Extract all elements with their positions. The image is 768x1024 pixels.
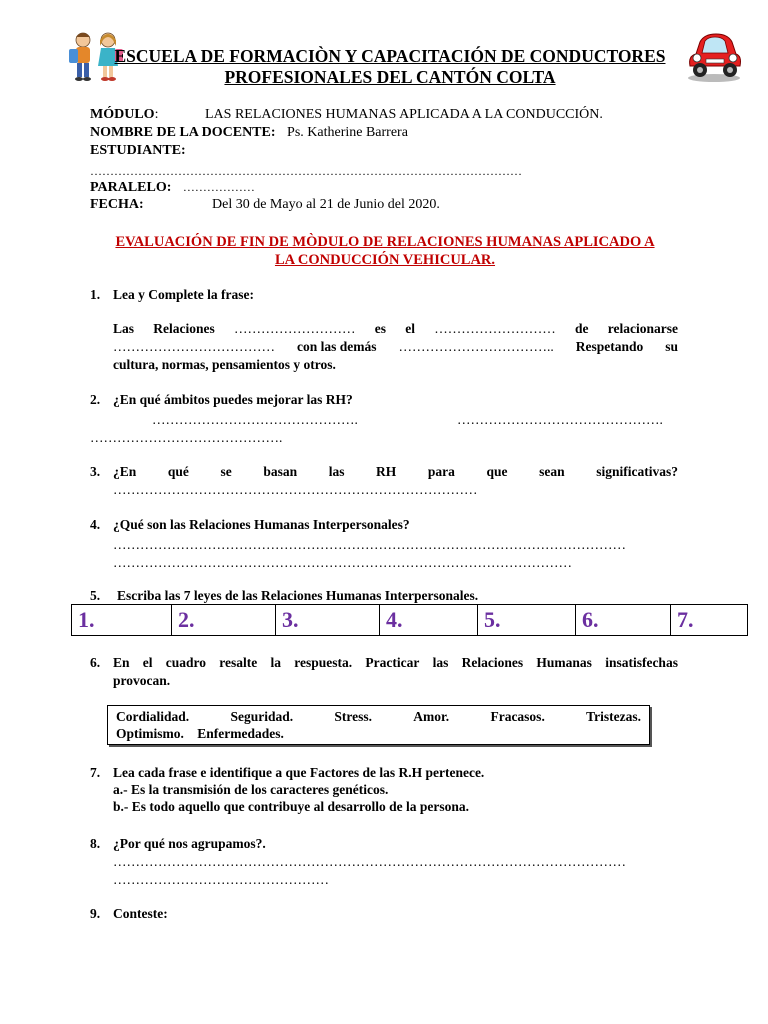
option-item[interactable]: Cordialidad. xyxy=(116,709,190,724)
word: la xyxy=(270,655,282,670)
word: cuadro xyxy=(165,655,207,670)
school-title-line1: ESCUELA DE FORMACIÒN Y CAPACITACIÓN DE CONDUCTORES xyxy=(114,46,666,66)
options-row-2 xyxy=(116,725,641,742)
question-8-prompt: ¿Por qué nos agrupamos?. xyxy=(113,836,266,851)
answer-blank[interactable]: …………………………………………………………………………………………………… xyxy=(113,854,626,869)
word: insatisfechas xyxy=(605,655,678,670)
estudiante-field[interactable]: ……………………………………………………………………………………………… xyxy=(90,164,522,178)
law-cell[interactable]: 3. xyxy=(276,605,380,636)
question-6-prompt-line1 xyxy=(113,654,678,672)
option-item[interactable]: Seguridad. xyxy=(230,709,294,724)
question-1-line1 xyxy=(113,320,678,338)
options-row-1 xyxy=(116,708,641,725)
word: el xyxy=(405,321,416,336)
word: relacionarse xyxy=(607,321,678,336)
question-5-prompt: Escriba las 7 leyes de las Relaciones Humanas Interpersonales. xyxy=(117,588,479,603)
word: Relaciones xyxy=(461,655,524,670)
question-number: 7. xyxy=(90,765,101,780)
fecha-value: Del 30 de Mayo al 21 de Junio del 2020. xyxy=(212,197,440,212)
question-6 xyxy=(0,654,768,694)
option-item[interactable]: Enfermedades. xyxy=(197,726,284,741)
word: el xyxy=(142,655,153,670)
law-cell[interactable]: 1. xyxy=(72,605,172,636)
question-number: 1. xyxy=(90,287,101,302)
answer-blank[interactable]: ……………………………………………………………………… xyxy=(113,482,478,497)
answer-blank[interactable]: ………………………………………………………………………………………… xyxy=(113,555,572,570)
law-cell[interactable]: 6. xyxy=(576,605,671,636)
question-9-prompt: Conteste: xyxy=(113,906,168,921)
word: se xyxy=(220,464,232,479)
answer-blank[interactable]: ……………………………………. xyxy=(90,430,283,445)
red-car-clipart xyxy=(684,28,744,84)
question-1-prompt: Lea y Complete la frase: xyxy=(113,287,254,302)
question-9 xyxy=(0,905,768,923)
word: con las demás xyxy=(296,339,377,354)
question-7 xyxy=(0,764,768,820)
fecha-label: FECHA: xyxy=(90,197,144,212)
options-box xyxy=(107,705,650,745)
option-item[interactable]: Amor. xyxy=(413,709,450,724)
evaluation-title-line1: EVALUACIÓN DE FIN DE MÒDULO DE RELACIONES HUMANAS APLICADO A xyxy=(115,234,655,250)
question-number: 2. xyxy=(90,392,101,407)
modulo-label: MÓDULO xyxy=(90,107,155,122)
school-title-line2: PROFESIONALES DEL CANTÓN COLTA xyxy=(224,67,556,87)
question-8 xyxy=(0,835,768,891)
estudiante-label: ESTUDIANTE: xyxy=(90,143,186,158)
question-2 xyxy=(0,391,768,445)
modulo-colon: : xyxy=(154,107,159,122)
student-boy-icon xyxy=(69,33,91,81)
blank-field[interactable]: …………………………….. xyxy=(398,339,554,354)
modulo-row xyxy=(90,106,680,124)
word: Las xyxy=(113,321,135,336)
school-title xyxy=(100,46,680,88)
paralelo-field[interactable]: ……………… xyxy=(182,180,255,194)
question-number: 3. xyxy=(90,464,101,479)
option-item[interactable]: Stress. xyxy=(334,709,373,724)
law-cell[interactable]: 7. xyxy=(671,605,748,636)
word: RH xyxy=(376,464,397,479)
word: En xyxy=(113,655,130,670)
law-cell[interactable]: 4. xyxy=(380,605,478,636)
word: basan xyxy=(263,464,298,479)
blank-field[interactable]: ……………………………… xyxy=(113,339,275,354)
question-5 xyxy=(0,587,768,605)
word: qué xyxy=(167,464,189,479)
question-4-prompt: ¿Qué son las Relaciones Humanas Interpersonales? xyxy=(113,517,410,532)
word: las xyxy=(432,655,449,670)
question-1-line3: cultura, normas, pensamientos y otros. xyxy=(113,357,336,372)
paralelo-label: PARALELO: xyxy=(90,180,172,195)
question-number: 8. xyxy=(90,836,101,851)
question-3 xyxy=(0,463,768,503)
word: de xyxy=(575,321,589,336)
question-1 xyxy=(0,286,768,376)
word: respuesta. xyxy=(294,655,353,670)
question-number: 9. xyxy=(90,906,101,921)
paralelo-row xyxy=(90,178,255,197)
word: ¿En xyxy=(113,464,137,479)
answer-blank[interactable]: …………………………………………………………………………………………………… xyxy=(113,537,626,552)
docente-label: NOMBRE DE LA DOCENTE: xyxy=(90,125,276,140)
word: las xyxy=(328,464,345,479)
blank-field[interactable]: ……………………… xyxy=(434,321,556,336)
docente-value: Ps. Katherine Barrera xyxy=(287,125,408,140)
question-number: 6. xyxy=(90,655,101,670)
word: Respetando xyxy=(575,339,644,354)
question-number: 4. xyxy=(90,517,101,532)
option-item[interactable]: Tristezas. xyxy=(586,709,641,724)
question-2-prompt: ¿En qué ámbitos puedes mejorar las RH? xyxy=(113,392,353,407)
evaluation-title-line2: LA CONDUCCIÓN VEHICULAR. xyxy=(274,252,496,268)
word: Practicar xyxy=(365,655,420,670)
word: para xyxy=(427,464,455,479)
question-number: 5. xyxy=(90,588,101,603)
question-7-prompt: Lea cada frase e identifique a que Factores de las R.H pertenece. xyxy=(113,765,485,780)
law-cell[interactable]: 2. xyxy=(172,605,276,636)
blank-field[interactable]: ……………………… xyxy=(234,321,356,336)
word: sean xyxy=(539,464,565,479)
question-3-prompt xyxy=(113,463,678,481)
docente-row xyxy=(90,124,408,142)
answer-blank[interactable]: ………………………………………. xyxy=(457,412,663,427)
laws-table xyxy=(71,604,748,636)
answer-blank[interactable]: ………………………………………. xyxy=(152,412,358,427)
option-item[interactable]: Optimismo. xyxy=(116,726,184,741)
word: significativas? xyxy=(596,464,678,479)
option-item[interactable]: Fracasos. xyxy=(490,709,545,724)
question-7-item-a: a.- Es la transmisión de los caracteres genéticos. xyxy=(113,782,389,797)
law-cell[interactable]: 5. xyxy=(478,605,576,636)
evaluation-title xyxy=(90,233,680,269)
question-4 xyxy=(0,516,768,572)
word: su xyxy=(665,339,678,354)
question-6-prompt-line2: provocan. xyxy=(113,673,171,688)
word: Relaciones xyxy=(153,321,215,336)
question-7-item-b: b.- Es todo aquello que contribuye al desarrollo de la persona. xyxy=(113,799,470,814)
fecha-row xyxy=(90,196,440,214)
word: resalte xyxy=(219,655,258,670)
word: Humanas xyxy=(536,655,592,670)
modulo-value: LAS RELACIONES HUMANAS APLICADA A LA CONDUCCIÓN. xyxy=(205,107,603,122)
answer-blank[interactable]: ………………………………………… xyxy=(113,872,329,887)
word: es xyxy=(374,321,387,336)
laws-row xyxy=(72,605,748,636)
word: que xyxy=(486,464,508,479)
question-1-line2 xyxy=(113,338,678,356)
